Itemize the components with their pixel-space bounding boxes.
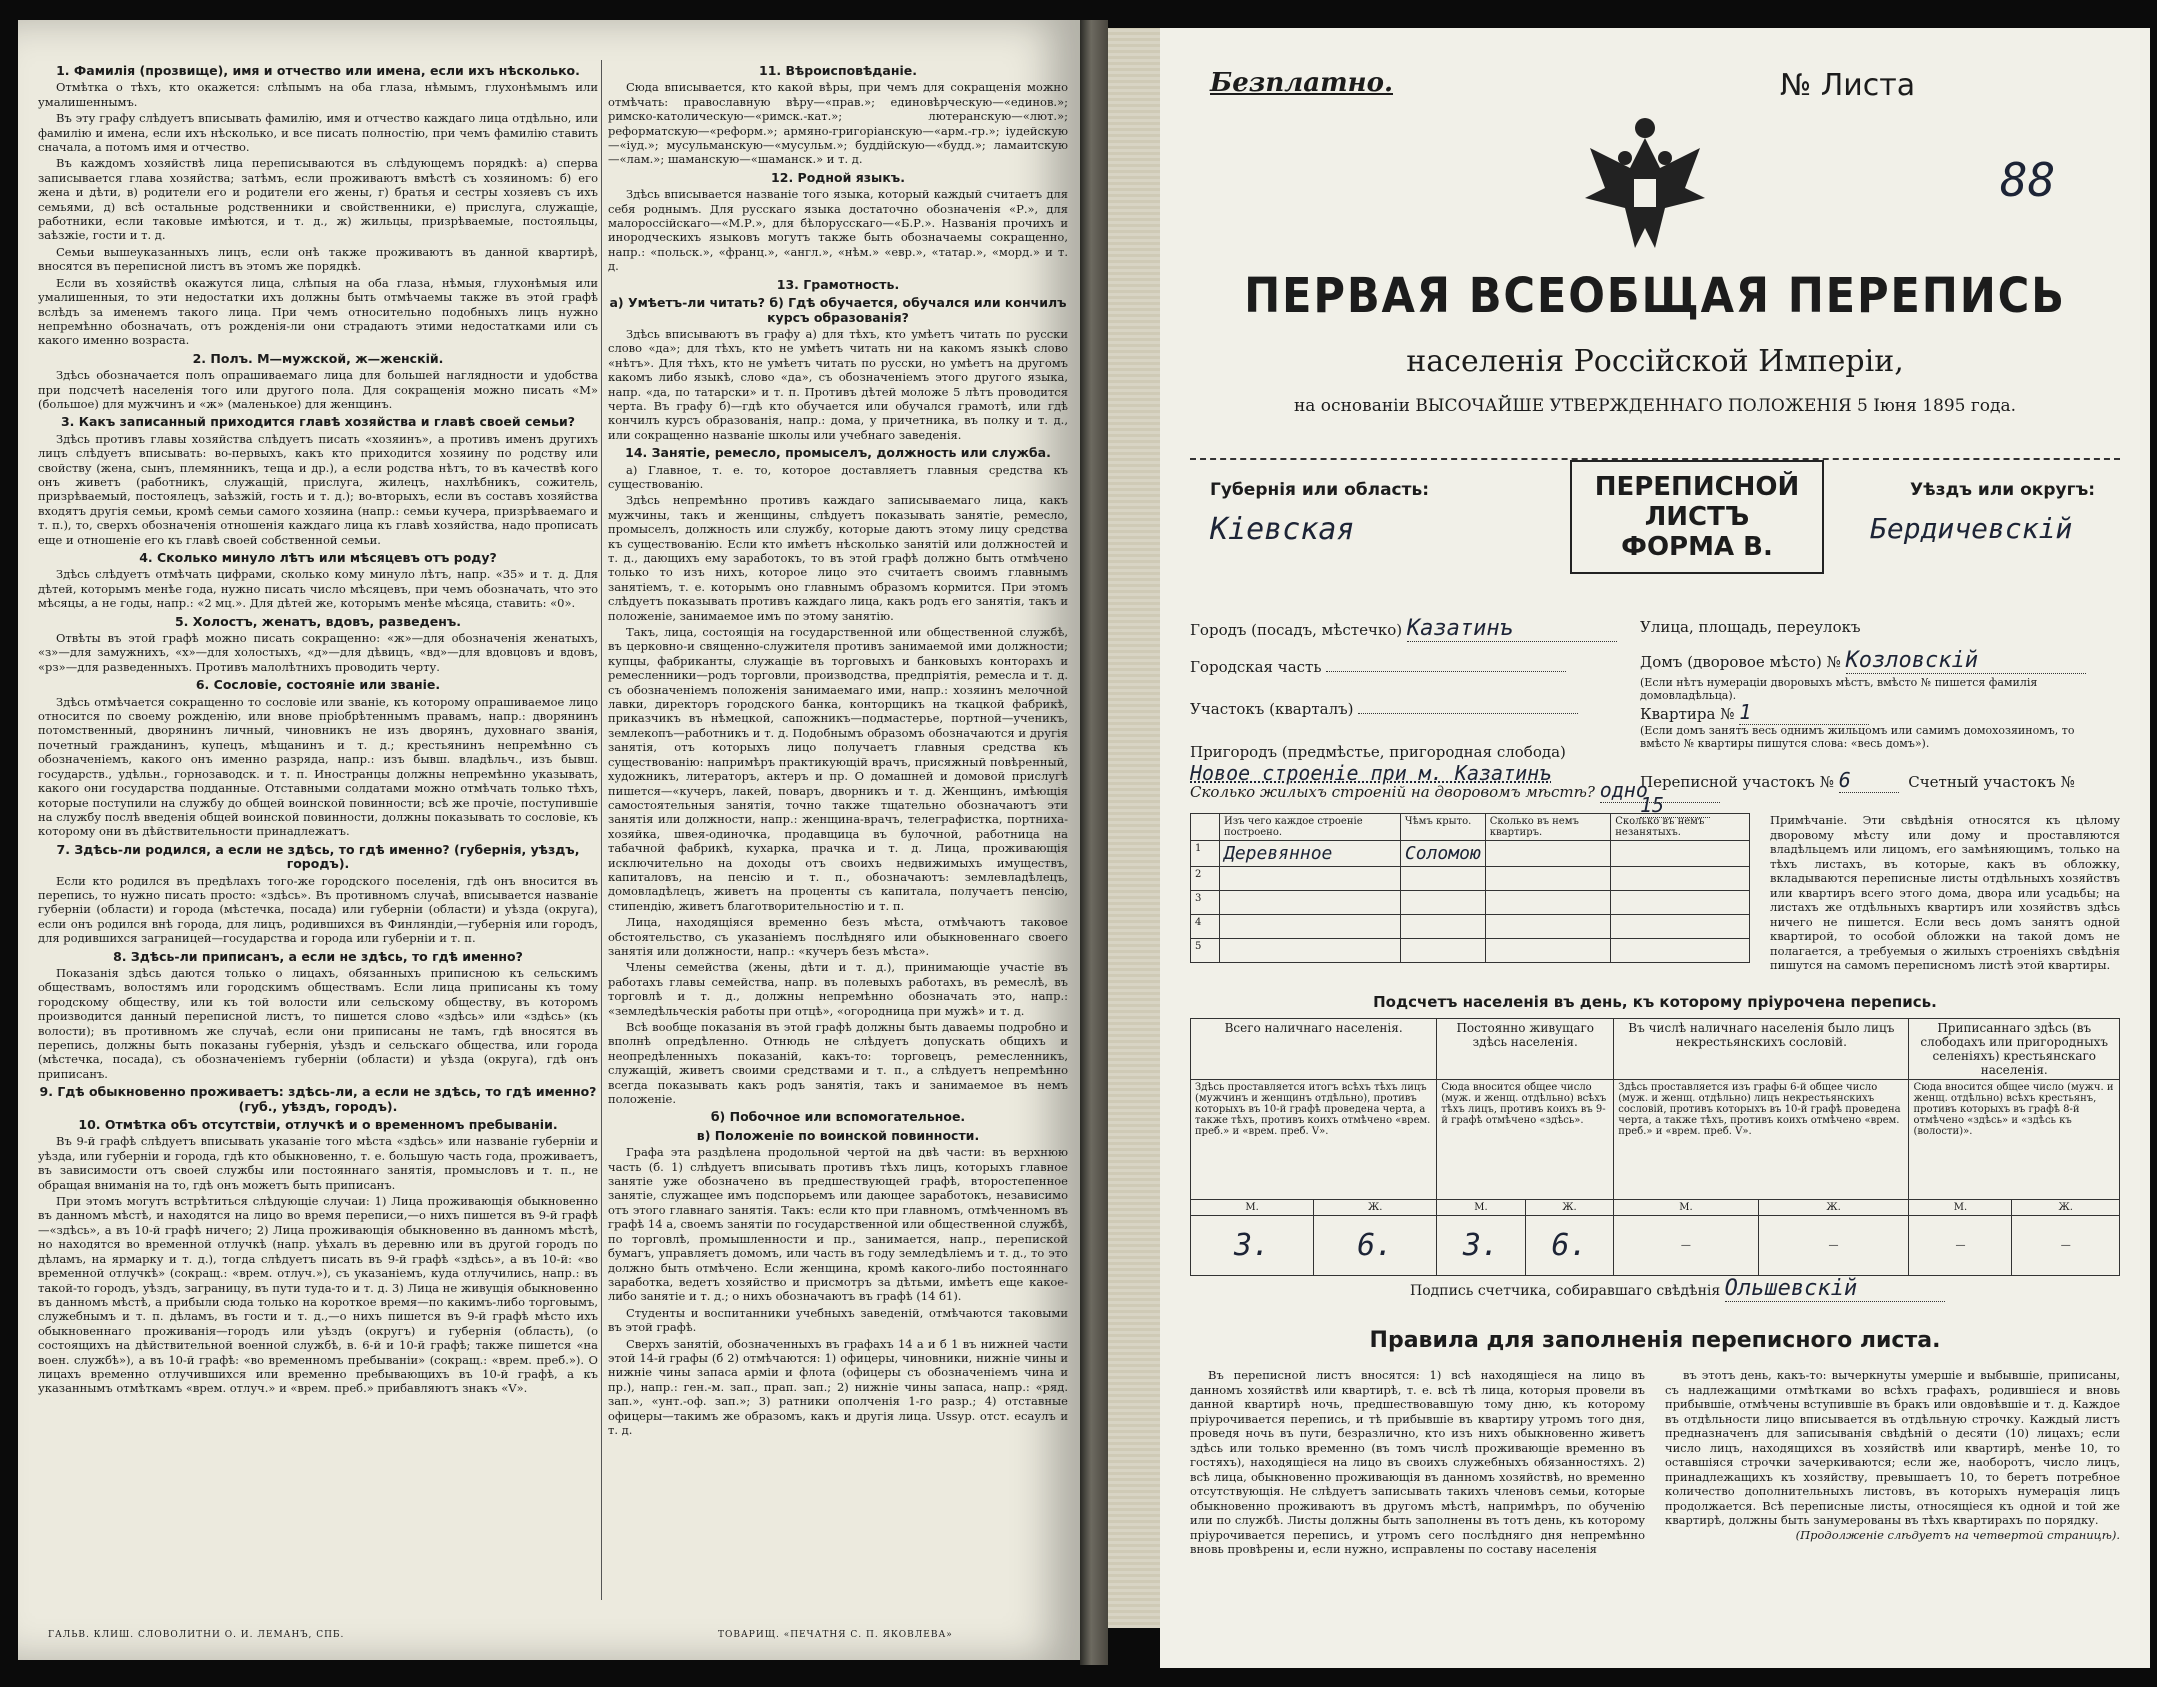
- instruction-paragraph: Здѣсь вписывается названіе того языка, который каждый считаетъ для себя роднымъ. Для русскаго языка достаточно обозначенія «Р.», для малороссійскаго—«М.Р.», для бѣлорусскаго—«Б.Р.». Названія прочихъ и инородческихъ языковъ могутъ также быть обозначаемы сокращенно, напр.: «польск.», «франц.», «англ.», «нѣм.» «евр.», «татар.», «морд.» и т. д.: [608, 187, 1068, 274]
- bld-header-roof: Чѣмъ крыто.: [1400, 814, 1485, 841]
- signature-value: Ольшевскій: [1725, 1276, 1945, 1302]
- instruction-paragraph: Здѣсь обозначается полъ опрашиваемаго лица для большей наглядности и удобства при подсчетѣ населенія того или другого пола. Для сокращенія можно писать «М» (большое) для мужчинъ и «ж» (маленькое) для женщинъ.: [38, 368, 598, 411]
- printer-credit-right: ТОВАРИЩ. «ПЕЧАТНЯ С. П. ЯКОВЛЕВА»: [718, 1630, 953, 1640]
- instruction-paragraph: При этомъ могутъ встрѣтиться слѣдующіе случаи: 1) Лица проживающія обыкновенно въ данномъ мѣстѣ, и находятся на лицо во время переписи,—о нихъ пишется въ 9-й графѣ—«здѣсь», а въ 10-й графѣ ничего; 2) Лица проживающія обыкновенно въ данномъ мѣстѣ, но находятся во временной отлучкѣ (напр. уѣхалъ въ деревню или въ другой городъ по дѣламъ, на ярмарку и т. д.), тогда слѣдуетъ писать въ 9-й графѣ «здѣсь», а въ 10-й: «во временной отлучкѣ» (сокращ.: «врем. отлуч.»), съ указаніемъ, куда отлучились, напр.: въ такой-то городъ, уѣздъ, заграницу, въ пути туда-то и т. д. 3) Лица не живущія обыкновенно въ данномъ мѣстѣ, а прибыли сюда только на короткое время—по какимъ-либо торговымъ, служебнымъ и т. п. дѣламъ, въ гости и т. д.,—о нихъ пишется въ 9-й графѣ мѣсто ихъ обыкновеннаго проживанія—городъ или уѣздъ (округъ) и губернія (область), (о состоящихъ на дѣйствительной военной службѣ, в. 6-й и 10-й графѣ; также пишется «на воен. службѣ»), а въ 10-й графѣ: «во временномъ пребываніи» (сокращ.: «врем. преб.»). О лицахъ временно отлучившихся или временно пребывающихъ въ 10-й графѣ, а къ указаннымъ отмѣткамъ «врем. отлуч.» и «врем. преб.» прибавляютъ знакъ «V».: [38, 1194, 598, 1396]
- instruction-paragraph: Здѣсь вписываютъ въ графу а) для тѣхъ, кто умѣетъ читать по русски слово «да»; для тѣхъ, кто не умѣетъ читать ни на какомъ языкѣ слово «нѣтъ». Для тѣхъ, кто не умѣетъ читать по русски, но умѣетъ на другомъ какомъ либо языкѣ, слово «да», съ обозначеніемъ этого другого языка, напр. «да, по татарски» и т. п. Противъ дѣтей моложе 5 лѣтъ проводится черта. Въ графу б)—гдѣ кто обучается или обучался грамотѣ, или гдѣ кончилъ курсъ образованія, напр.: дома, у причетника, въ полку и т. д., или сокращенно названіе школы или учебнаго заведенія.: [608, 326, 1068, 442]
- binding-strip: [1108, 28, 1160, 1628]
- book-gutter: [1080, 20, 1108, 1665]
- signature-label: Подпись счетчика, собиравшаго свѣдѣнія: [1410, 1283, 1721, 1299]
- buildings-value: одно: [1600, 778, 1720, 803]
- count-desc-3: Здѣсь проставляется изъ графы 6-й общее число (муж. и женщ. отдѣльно) лицъ некрестьянскихъ сословій, противъ которыхъ въ 10-й графѣ проведена черта, а также тѣхъ, противъ коихъ отмѣчено «врем. преб.» и «врем. преб. V».: [1614, 1080, 1909, 1200]
- signature-row: [1410, 1276, 1945, 1302]
- rules-continued: (Продолженіе слѣдуетъ на четвертой страницѣ).: [1795, 1527, 2120, 1542]
- buildings-label: Сколько жилыхъ строеній на дворовомъ мѣстѣ?: [1190, 783, 1595, 801]
- count-total-female: 6.: [1314, 1216, 1437, 1276]
- section-heading: 1. Фамилія (прозвище), имя и отчество или имена, если ихъ нѣсколько.: [56, 63, 580, 78]
- count-header-2: Постоянно живущаго здѣсь населенія.: [1437, 1019, 1614, 1080]
- table-row: 3: [1191, 891, 1750, 915]
- section-heading: 10. Отмѣтка объ отсутствіи, отлучкѣ и о временномъ пребываніи.: [78, 1117, 558, 1133]
- dom-note: (Если нѣтъ нумераціи дворовыхъ мѣстъ, вмѣсто № пишется фамилія домовладѣльца).: [1640, 676, 2038, 702]
- instructions-column-2: [608, 60, 1068, 1439]
- section-heading: а) Умѣетъ-ли читать? б) Гдѣ обучается, обучался или кончилъ курсъ образованія?: [609, 295, 1067, 325]
- instruction-paragraph: Всѣ вообще показанія въ этой графѣ должны быть даваемы подробно и вполнѣ опредѣленно. Отнюдь не слѣдуетъ допускать общихъ и неопредѣленныхъ показаній, какъ-то: торговецъ, ремесленникъ, служащій, живетъ своими средствами и т. п., а слѣдуетъ непремѣнно всегда показывать какъ родъ занятія, такъ и занимаемое въ немъ положеніе.: [608, 1020, 1068, 1107]
- legal-basis: на основаніи ВЫСОЧАЙШЕ УТВЕРЖДЕННАГО ПОЛОЖЕНІЯ 5 Іюня 1895 года.: [1293, 396, 2017, 416]
- double-headed-eagle-icon: [1570, 108, 1720, 258]
- instruction-paragraph: Лица, находящіяся временно безъ мѣста, отмѣчаютъ таковое обстоятельство, съ указаніемъ послѣдняго или обыкновеннаго своего занятія или должности, напр.: «кучеръ безъ мѣста».: [608, 915, 1068, 958]
- section-heading: 6. Сословіе, состояніе или званіе.: [195, 677, 441, 693]
- instruction-paragraph: Здѣсь противъ главы хозяйства слѣдуетъ писать «хозяинъ», а противъ именъ другихъ лицъ слѣдуетъ вписывать: во-первыхъ, какъ кто приходится хозяину по родству или свойству (жена, сынъ, племянникъ, теща и др.), а если родства нѣтъ, то въ качествѣ кого онъ живетъ (работникъ, служащій, прислуга, жилецъ, нахлѣбникъ, сожитель, призрѣваемый, постоялецъ, заѣзжій, гость и т. д.); во-вторыхъ, если въ составъ хозяйства входятъ другія семьи, кромѣ семьи самого хозяина (напр.: семьи кучера, призрѣваемаго и т. п.), то, сверхъ обозначенія отношенія каждаго лица къ главѣ хозяйства, надо прописать еще и отношеніе его къ главѣ своей собственной семьи.: [38, 431, 598, 547]
- instruction-paragraph: Въ эту графу слѣдуетъ вписывать фамилію, имя и отчество каждаго лица отдѣльно, или фамилію и имена, если ихъ нѣсколько, и все писать полностію, при чемъ фамилію ставить сначала, а потомъ имя и отчество.: [38, 111, 598, 155]
- street-label: Улица, площадь, переулокъ: [1640, 618, 1861, 636]
- bld-header-apartments: Сколько въ немъ квартиръ.: [1485, 814, 1610, 841]
- form-header-box: [1190, 458, 2120, 610]
- prigorod-label: Пригородъ (предмѣстье, пригородная слобода): [1190, 743, 1566, 761]
- sheet-number-label: № Листа: [1780, 68, 1916, 103]
- rules-column-2: въ этотъ день, какъ-то: вычеркнуты умершіе и выбывшіе, приписаны, съ надлежащими отмѣтками во всѣхъ графахъ, родившіеся и вновь прибывшіе, отмѣчены вступившіе въ бракъ или овдовѣвшіе и т. д. Каждое въ отдѣльности лицо вписывается въ отдѣльную строчку. Каждый листъ предназначенъ для записыванія свѣдѣній о десяти (10) лицахъ; если число лицъ, находящихся въ хозяйствѣ или квартирѣ, менѣе 10, то оставшіяся строчки зачеркиваются; если же, наоборотъ, число лицъ, принадлежащихъ къ хозяйству, превышаетъ 10, то беретъ потребное количество дополнительныхъ листовъ, въ которыхъ нумерація лицъ продолжается. Всѣ переписные листы, относящіеся къ одной и той же квартирѣ, должны быть занумерованы въ тѣхъ квартирахъ по порядку. (Продолженіе слѣдуетъ на четвертой страницѣ).: [1665, 1368, 2120, 1542]
- gorod-label: Городъ (посадъ, мѣстечко): [1190, 621, 1403, 639]
- perepis-uchastok-label: Переписной участокъ №: [1640, 773, 1834, 791]
- instruction-paragraph: Здѣсь непремѣнно противъ каждаго записываемаго лица, какъ мужчины, такъ и женщины, слѣдуетъ показывать занятіе, ремесло, промыселъ, должность или службу, которые даютъ этому лицу средства къ существованію. Если кто имѣетъ нѣсколько занятій или должностей и т. д., дающихъ ему заработокъ, то въ этой графѣ должно быть отмѣчено только то изъ нихъ, которое лицо это считаетъ своимъ главнымъ занятіемъ, т. е. которымъ оно главнымъ образомъ кормится. При этомъ слѣдуетъ показывать противъ каждаго лица, какъ родъ его занятія, такъ и положеніе, занимаемое имъ по этому занятію.: [608, 493, 1068, 623]
- table-row: 4: [1191, 915, 1750, 939]
- free-label: Безплатно.: [1210, 68, 1393, 98]
- instruction-paragraph: Здѣсь слѣдуетъ отмѣчать цифрами, сколько кому минуло лѣтъ, напр. «35» и т. д. Для дѣтей, которымъ менѣе года, нужно писать число мѣсяцевъ, при чемъ обозначать, что это мѣсяцы, а не годы, напр.: «2 мц.». Для дѣтей же, которымъ менѣе мѣсяца, ставить: «0».: [38, 567, 598, 611]
- uchastok-label: Участокъ (кварталъ): [1190, 700, 1354, 718]
- column-divider: [601, 60, 602, 1600]
- count-resident-male: 3.: [1437, 1216, 1526, 1276]
- section-heading: 4. Сколько минуло лѣтъ или мѣсяцевъ отъ роду?: [139, 550, 497, 565]
- instruction-paragraph: Если въ хозяйствѣ окажутся лица, слѣпыя на оба глаза, нѣмыя, глухонѣмыя или умалишенныя, то эти недостатки ихъ должны быть отмѣчаемы также въ этой графѣ вслѣдъ за именемъ такого лица. При чемъ относительно подобныхъ лицъ нужно непремѣнно обозначать, отъ рожденія-ли они страдаютъ этими недостатками или съ какого именно возраста.: [38, 275, 598, 348]
- bld-header-material: Изъ чего каждое строеніе построено.: [1220, 814, 1401, 841]
- kvartira-label: Квартира №: [1640, 705, 1735, 723]
- instruction-paragraph: Графа эта раздѣлена продольной чертой на двѣ части: въ верхнюю часть (б. 1) слѣдуетъ вписывать противъ тѣхъ лицъ, которыхъ главное занятіе уже обозначено въ предшествующей графѣ, второстепенное занятіе, служащее имъ подспорьемъ или дающее заработокъ, независимо отъ этого главнаго занятія. Такъ: если кто при главномъ, отмѣченномъ въ графѣ 14 а, своемъ занятіи по государственной или общественной службѣ, по торговлѣ, промышленности и пр., занимается, напр., перепиской бумагъ, управляетъ домомъ, или часть въ году земледѣліемъ и т. д., то это должно быть отмѣчено. Если женщина, кромѣ какого-либо постояннаго заработка, ведетъ хозяйство и присмотръ за дѣтьми, имѣетъ еще какое-либо занятіе и т. д.; о нихъ обозначаютъ въ графѣ (14 б1).: [608, 1145, 1068, 1304]
- buildings-table: [1190, 813, 1750, 963]
- count-header-4: Приписаннаго здѣсь (въ слободахъ или пригородныхъ селеніяхъ) крестьянскаго населенія.: [1909, 1019, 2120, 1080]
- instruction-paragraph: Сюда вписывается, кто какой вѣры, при чемъ для сокращенія можно отмѣчать: православную вѣру—«прав.»; единовѣрческую—«единов.»; римско-католическую—«римск.-кат.»; лютеранскую—«лют.»; реформатскую—«реформ.»; армяно-григоріанскую—«арм.-гр.»; іудейскую—«іуд.»; мусульманскую—«мусульм.»; буддійскую—«будд.»; ламаитскую—«лам.»; шаманскую—«шаманск.» и т. д.: [608, 80, 1068, 167]
- count-desc-1: Здѣсь проставляется итогъ всѣхъ тѣхъ лицъ (мужчинъ и женщинъ отдѣльно), противъ которыхъ въ 10-й графѣ проведена черта, а также тѣхъ, противъ коихъ отмѣчено «врем. преб.» и «врем. преб. V».: [1191, 1080, 1437, 1200]
- gubernia-label: Губернія или область:: [1210, 480, 1430, 500]
- printer-credit-left: ГАЛЬВ. КЛИШ. СЛОВОЛИТНИ О. И. ЛЕМАНЪ, СПБ.: [48, 1630, 345, 1640]
- count-resident-female: 6.: [1525, 1216, 1614, 1276]
- schet-uchastok-label: Счетный участокъ №: [1908, 773, 2075, 791]
- count-title: Подсчетъ населенія въ день, къ которому пріурочена перепись.: [1373, 993, 1937, 1011]
- section-heading: в) Положеніе по воинской повинности.: [696, 1127, 980, 1143]
- bld-header-vacant: Сколько въ немъ незанятыхъ.: [1611, 814, 1750, 841]
- prigorod-value: Новое строеніе при м. Казатинъ: [1190, 761, 1552, 785]
- count-total-male: 3.: [1191, 1216, 1314, 1276]
- buildings-header-row: [1191, 814, 1750, 841]
- buildings-note: Примѣчаніе. Эти свѣдѣнія относятся къ цѣлому дворовому мѣсту или дому и проставляются владѣльцемъ или лицомъ, его замѣняющимъ, только на тѣхъ листахъ, въ которые, какъ въ обложку, вкладываются переписные листы отдѣльныхъ хозяйствъ или квартиръ всего этого дома, двора или усадьбы; на листахъ же отдѣльныхъ квартиръ или хозяйствъ здѣсь ничего не пишется. Если весь домъ занятъ одной квартирой, то особой обложки на такой домъ не полагается, а требуемыя о жилыхъ строеніяхъ свѣдѣнія пишутся на самомъ переписномъ листѣ этой квартиры.: [1770, 813, 2120, 972]
- instruction-paragraph: Такъ, лица, состоящія на государственной или общественной службѣ, въ церковно-и священно-служителя противъ занимаемой ими должности; купцы, фабриканты, служащіе въ торговыхъ и банковыхъ конторахъ и ремесленники—родъ торговли, производства, предпріятія, ремесла и т. д. съ обозначеніемъ положенія занимаемаго ими, напр.: хозяинъ мелочной лавки, директоръ городского банка, конторщикъ на ткацкой фабрикѣ, приказчикъ въ нѣмецкой, сапожникъ—подмастерье, портной—ученикъ, землекопъ—работникъ и т. д. Подобнымъ образомъ обозначаются и другія занятія, отъ которыхъ лицо получаетъ главныя средства къ существованію: напримѣръ практикующій врачъ, присяжный повѣренный, художникъ, литераторъ, актеръ и пр. О домашней и домовой прислугѣ пишется—«кучеръ, лакей, поваръ, дворникъ и т. д. Женщинъ, имѣющія самостоятельныя занятія, точно также тщательно обозначаютъ эти занятія или должности, напр.: женщина-врачъ, телеграфистка, портниха-хозяйка, швея-одиночка, продавщица въ булочной, работница на табачной фабрикѣ, кухарка, прачка и т. д. Лица, проживающія исключительно на доходы отъ своихъ недвижимыхъ имуществъ, капиталовъ, на пенсію и т. п., обозначаютъ: землевладѣлецъ, домовладѣлецъ, живетъ на проценты съ капитала, получаетъ пенсію, стипендію, живетъ благотворительностію и т. п.: [608, 625, 1068, 913]
- count-desc-4: Сюда вносится общее число (мужч. и женщ. отдѣльно) всѣхъ крестьянъ, противъ которыхъ въ графѣ 8-й отмѣчено «здѣсь» и «здѣсь къ (волости)».: [1909, 1080, 2120, 1200]
- instruction-paragraph: Если кто родился въ предѣлахъ того-же городского поселенія, гдѣ онъ вносится въ перепись, то нужно писать просто: «здѣсь». Въ противномъ случаѣ, вписывается названіе губерніи (области) и города (мѣстечка, посада) или губерніи (области) и уѣзда (округа), если онъ родился внѣ города, для лицъ, родившихся въ Финляндіи,—губернія или городъ, для родившихся заграницей—государства и города или губерніи и т. п.: [38, 873, 598, 946]
- section-heading: 8. Здѣсь-ли приписанъ, а если не здѣсь, то гдѣ именно?: [113, 948, 523, 964]
- count-desc-2: Сюда вносится общее число (муж. и женщ. отдѣльно) всѣхъ тѣхъ лицъ, противъ коихъ въ 9-й графѣ отмѣчено «здѣсь».: [1437, 1080, 1614, 1200]
- left-page: [18, 20, 1080, 1660]
- chast-label: Городская часть: [1190, 658, 1322, 676]
- instruction-paragraph: Показанія здѣсь даются только о лицахъ, обязанныхъ приписною къ сельскимъ обществамъ, волостямъ или городскимъ обществамъ. Если лица приписаны къ тому городскому обществу, или къ той волости или сельскому обществу, въ которомъ производится данный переписной листъ, то пишется слово «здѣсь» или «здѣсь» (къ волости); въ противномъ же случаѣ, если они приписаны не тамъ, гдѣ вносятся въ перепись, должны быть показаны губернія, уѣздъ и сельскаго общества, или города (мѣстечка, посада), съ обозначеніемъ губерніи (области) и уѣзда (округа), гдѣ онъ приписанъ.: [38, 965, 598, 1081]
- section-heading: 13. Грамотность.: [776, 276, 900, 292]
- buildings-question: [1190, 778, 1720, 803]
- kvartira-note: (Если домъ занятъ весь однимъ жильцомъ или самимъ домохозяиномъ, то вмѣсто № квартиры пишутся слова: «весь домъ»).: [1640, 724, 2075, 750]
- population-count-table: Всего наличнаго населенія. Постоянно живущаго здѣсь населенія. Въ числѣ наличнаго населенія было лицъ некрестьянскихъ сословій. Приписаннаго здѣсь (въ слободахъ или пригородныхъ селеніяхъ) крестьянскаго населенія. Здѣсь проставляется итогъ всѣхъ тѣхъ лицъ (мужчинъ и женщинъ отдѣльно), противъ которыхъ въ 10-й графѣ проведена черта, а также тѣхъ, противъ коихъ отмѣчено «врем. преб.» и «врем. преб. V». Сюда вносится общее число (муж. и женщ. отдѣльно) всѣхъ тѣхъ лицъ, противъ коихъ въ 9-й графѣ отмѣчено «здѣсь». Здѣсь проставляется изъ графы 6-й общее число (муж. и женщ. отдѣльно) лицъ некрестьянскихъ сословій, противъ которыхъ въ 10-й графѣ проведена черта, а также тѣхъ, противъ коихъ отмѣчено «врем. преб.» и «врем. преб. V». Сюда вносится общее число (мужч. и женщ. отдѣльно) всѣхъ крестьянъ, противъ которыхъ въ графѣ 8-й отмѣчено «здѣсь» и «здѣсь къ (волости)». М. Ж. М. Ж. М. Ж. М. Ж. 3. 6. 3. 6. — — — —: [1190, 1018, 2120, 1276]
- gubernia-value: Кіевская: [1210, 512, 1355, 547]
- form-title-box: [1570, 460, 1824, 574]
- section-heading: 3. Какъ записанный приходится главѣ хозяйства и главѣ своей семьи?: [60, 414, 576, 430]
- instruction-paragraph: Семьи вышеуказанныхъ лицъ, если онѣ также проживаютъ въ данной квартирѣ, вносятся въ переписной листъ въ этомъ же порядкѣ.: [38, 244, 598, 274]
- instruction-paragraph: Студенты и воспитанники учебныхъ заведеній, отмѣчаются таковыми въ этой графѣ.: [608, 1305, 1068, 1335]
- perepis-uchastok-value: 6: [1839, 768, 1899, 793]
- form-title: ПЕРЕПИСНОЙ ЛИСТЪ: [1594, 472, 1800, 532]
- instructions-column-1: [38, 60, 598, 1398]
- section-heading: 9. Гдѣ обыкновенно проживаетъ: здѣсь-ли, а если не здѣсь, то гдѣ именно? (губ., уѣздъ, городъ).: [39, 1084, 597, 1114]
- census-subtitle: населенія Россійской Имперіи,: [1406, 344, 1904, 379]
- table-row: 5: [1191, 939, 1750, 963]
- instruction-paragraph: а) Главное, т. е. то, которое доставляетъ главныя средства къ существованію.: [608, 462, 1068, 491]
- section-heading: 7. Здѣсь-ли родился, а если не здѣсь, то гдѣ именно? (губернія, уѣздъ, городъ).: [56, 841, 580, 872]
- section-heading: 2. Полъ. М—мужской, ж—женскій.: [192, 350, 444, 366]
- table-row: 1 Деревянное Соломою: [1191, 841, 1750, 867]
- uezd-value: Бердичевскій: [1870, 512, 2073, 545]
- instruction-paragraph: Члены семейства (жены, дѣти и т. д.), принимающіе участіе въ работахъ главы семейства, напр. въ полевыхъ работахъ, въ ремеслѣ, въ торговлѣ и т. д., должны непремѣнно обозначать это, напр.: «земледѣльческія работы при отцѣ», «огородница при мужѣ» и т. д.: [608, 960, 1068, 1018]
- form-letter: ФОРМА В.: [1621, 532, 1773, 562]
- uezd-label: Уѣздъ или округъ:: [1910, 480, 2096, 500]
- instruction-paragraph: Отмѣтка о тѣхъ, кто окажется: слѣпымъ на оба глаза, нѣмымъ, глухонѣмымъ или умалишеннымъ.: [38, 80, 598, 109]
- kvartira-value: 1: [1739, 700, 1869, 725]
- dom-value: Козловскій: [1846, 648, 2086, 674]
- census-form-page: [1160, 28, 2150, 1668]
- rules-title: Правила для заполненія переписного листа.: [1369, 1328, 1941, 1353]
- section-heading: 14. Занятіе, ремесло, промыселъ, должность или служба.: [625, 445, 1051, 461]
- dom-label: Домъ (дворовое мѣсто) №: [1640, 653, 1841, 671]
- rules-column-1: Въ переписной листъ вносятся: 1) всѣ находящіеся на лицо въ данномъ хозяйствѣ или квартирѣ, т. е. всѣ тѣ лица, которыя провели въ данной квартирѣ ночь, предшествовавшую тому дню, къ которому пріурочивается перепись, и тѣ прибывшіе въ квартиру утромъ того дня, проведя ночь въ пути, безразлично, кто изъ нихъ обыкновенно живетъ здѣсь или только временно (въ томъ числѣ проживающіе временно въ гостяхъ), находящіеся на лицо въ своихъ служебныхъ обязанностяхъ. 2) всѣ лица, обыкновенно проживающія въ данномъ хозяйствѣ, но временно отсутствующія. Не слѣдуетъ записывать такихъ членовъ семьи, которые обыкновенно проживаютъ въ другомъ мѣстѣ, напримѣръ, по обученію или по службѣ. Листы должны быть заполнены въ тотъ день, къ которому пріурочивается перепись, и утромъ сего послѣдняго дня непремѣнно вновь провѣрены и, если нужно, исправлены по составу населенія: [1190, 1368, 1645, 1556]
- gorod-value: Казатинъ: [1407, 616, 1617, 642]
- instruction-paragraph: Здѣсь отмѣчается сокращенно то сословіе или званіе, къ которому опрашиваемое лицо относится по своему рожденію, или внове пріобрѣтеннымъ правамъ, напр.: дворянинъ потомственный, дворянинъ личный, чиновникъ не изъ дворянъ, духовнаго званія, почетный гражданинъ, купецъ, мѣщанинъ и т. д.; крестьянинъ непремѣнно съ обозначеніемъ, какого онъ именно разряда, напр.: изъ бывш. владѣльч., изъ бывш. государств., удѣльн., горнозаводск. и т. п. Иностранцы должны непремѣнно указывать, какого они государства подданные. Отставными солдатами можно отмѣчать только тѣхъ, которые поступили на службу до общей воинской повинности; всѣ же прочіе, поступившіе на службу послѣ введенія общей воинской повинности, должны показывать то сословіе, къ которому они въ дѣйствительности принадлежатъ.: [38, 694, 598, 839]
- census-title: ПЕРВАЯ ВСЕОБЩАЯ ПЕРЕПИСЬ: [1244, 268, 2066, 324]
- instruction-paragraph: Въ каждомъ хозяйствѣ лица переписываются въ слѣдующемъ порядкѣ: а) сперва записывается глава хозяйства; затѣмъ, если проживаютъ вмѣстѣ съ хозяиномъ: б) его жена и дѣти, в) родители его и родители его жены, г) братья и сестры хозяевъ съ ихъ семьями, д) всѣ остальные родственники и свойственники, е) прислуга, служащіе, работники, если таковые имѣются, и т. д., ж) жильцы, призрѣваемые, постояльцы, заѣзжіе, гости и т. д.: [38, 156, 598, 243]
- count-header-1: Всего наличнаго населенія.: [1191, 1019, 1437, 1080]
- instruction-paragraph: Въ 9-й графѣ слѣдуетъ вписывать указаніе того мѣста «здѣсь» или названіе губерніи и уѣзда, или губерніи и города, гдѣ кто обыкновенно, т. е. большую часть года, проживаетъ, въ зависимости отъ своей службы или постояннаго занятія, промысловъ и т. п., не обращая вниманія на то, гдѣ онъ можетъ быть приписанъ.: [38, 1134, 598, 1192]
- sheet-number-value: 88: [2000, 153, 2056, 207]
- instruction-paragraph: Сверхъ занятій, обозначенныхъ въ графахъ 14 а и б 1 въ нижней части этой 14-й графы (б 2) отмѣчаются: 1) офицеры, чиновники, нижніе чины и нижніе чины запаса арміи и флота (офицеры съ обозначеніемъ чина и пр.), напр.: ген.-м. зап., прап. зап.; 2) нижніе чины запаса, напр.: «ряд. зап.», «унт.-оф. зап.»; 3) ратники ополченія 1-го разр.; 4) отставные офицеры—такимъ же образомъ, какъ и другія лица. Ussур. отст. есаулъ и т. д.: [608, 1336, 1068, 1437]
- count-header-3: Въ числѣ наличнаго населенія было лицъ некрестьянскихъ сословій.: [1614, 1019, 1909, 1080]
- sheet-number: [1780, 68, 1915, 103]
- section-heading: 12. Родной языкъ.: [771, 169, 905, 185]
- section-heading: 5. Холостъ, женатъ, вдовъ, разведенъ.: [174, 613, 462, 629]
- schet-uchastok-value: 15: [1640, 793, 1710, 818]
- table-row: 2: [1191, 867, 1750, 891]
- section-heading: 11. Вѣроисповѣданіе.: [759, 63, 917, 78]
- instruction-paragraph: Отвѣты въ этой графѣ можно писать сокращенно: «ж»—для обозначенія женатыхъ, «з»—для замужнихъ, «х»—для холостыхъ, «д»—для дѣвицъ, «вд»—для вдовцовъ и вдовъ, «рз»—для разведенныхъ. Противъ малолѣтнихъ проводить черту.: [38, 631, 598, 674]
- section-heading: б) Побочное или вспомогательное.: [710, 1109, 966, 1125]
